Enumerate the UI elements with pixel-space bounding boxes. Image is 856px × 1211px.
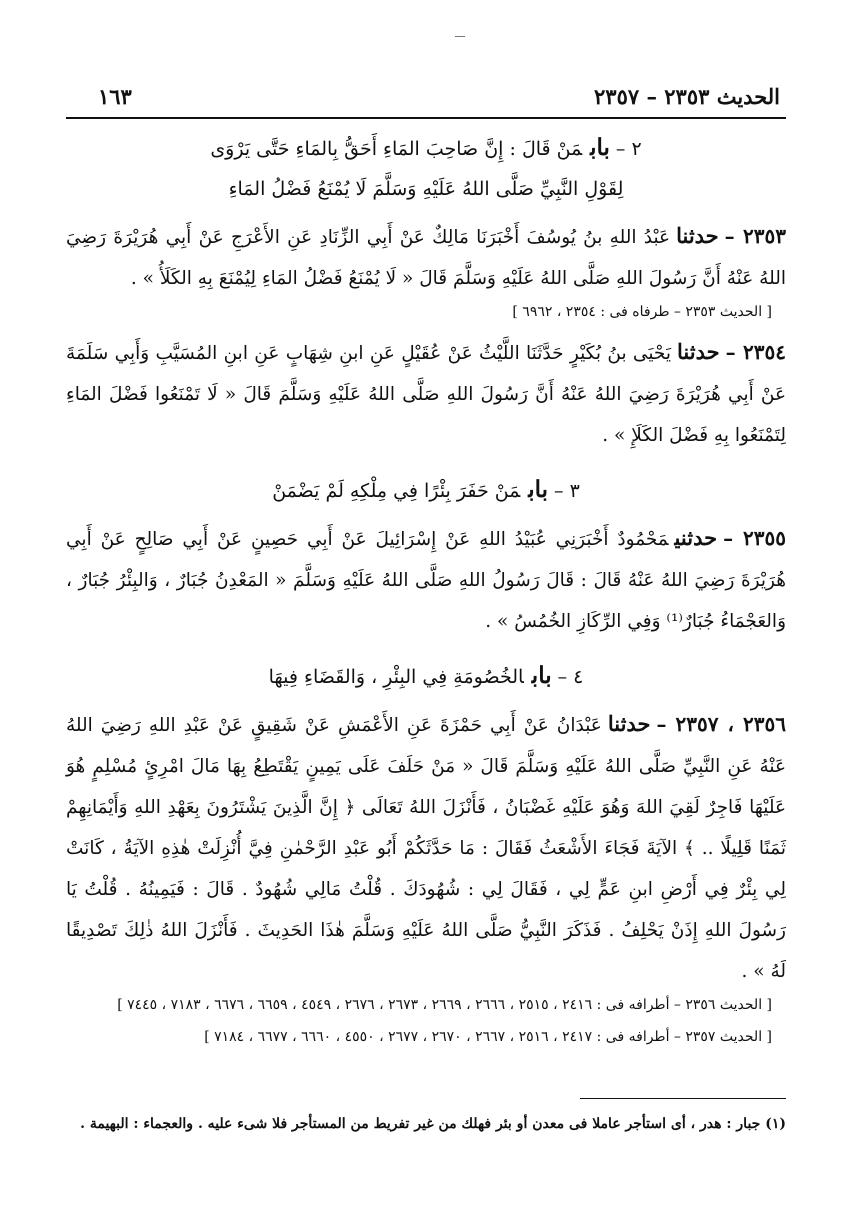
chapter-heading bbox=[66, 656, 786, 697]
hadith-reference: [ الحديث ٢٣٥٦ – أطرافه فى : ٢٤١٦ ، ٢٥١٥ ، ٢٦٦٦ ، ٢٦٦٩ ، ٢٦٧٣ ، ٢٦٧٦ ، ٤٥٤٩ ، ٦٦٥٩ ، ٦٦٧٦ ، ٧١٨٣ ، ٧٤٤٥ ] bbox=[117, 997, 772, 1013]
hadith-text: عَبْدُ اللهِ بنُ يُوسُفَ أَخْبَرَنَا مَالِكٌ عَنْ أَبِي الزِّنَادِ عَنِ الأَعْرَجِ عَنْ أَبِي هُرَيْرَةَ رَضِيَ اللهُ عَنْهُ أَنَّ رَسُولَ اللهِ صَلَّى اللهُ عَلَيْهِ وَسَلَّمَ قَالَ « لَا يُمْنَعُ فَضْلُ المَاءِ لِيُمْنَعَ بِهِ الكَلَأُ » . bbox=[66, 227, 786, 289]
chapter-number: ٣ – bbox=[554, 480, 580, 502]
chapter-heading bbox=[66, 128, 786, 169]
hadith-keyword: حدثنا bbox=[607, 711, 651, 736]
hadith-number: ٢٣٥٥ – bbox=[723, 526, 787, 550]
hadith-keyword: حدثنا bbox=[676, 223, 719, 248]
chapter-subtitle: لِقَوْلِ النَّبِيِّ صَلَّى اللهُ عَلَيْهِ وَسَلَّمَ لَا يُمْنَعُ فَضْلُ المَاءِ bbox=[228, 178, 624, 200]
hadith bbox=[66, 517, 786, 642]
running-title: الحديث ٢٣٥٣ – ٢٣٥٧ bbox=[594, 84, 780, 109]
page-header bbox=[98, 84, 780, 112]
footnote: (١) جبار : هدر ، أى استأجر عاملا فى معدن أو بئر فهلك من غير تفريط من المستأجر فلا شىء عليه . والعجماء : البهيمة . bbox=[80, 1116, 786, 1132]
footnote-rule bbox=[580, 1098, 786, 1099]
chapter-number: ٤ – bbox=[557, 666, 584, 688]
hadith-reference: [ الحديث ٢٣٥٧ – أطرافه فى : ٢٤١٧ ، ٢٥١٦ ، ٢٦٦٧ ، ٢٦٧٠ ، ٢٦٧٧ ، ٤٥٥٠ ، ٦٦٦٠ ، ٦٦٧٧ ، ٧١٨٤ ] bbox=[204, 1029, 772, 1045]
hadith bbox=[66, 331, 786, 456]
chapter-number: ٢ – bbox=[615, 138, 642, 160]
chapter-title: مَنْ حَفَرَ بِئْرًا فِي مِلْكِهِ لَمْ يَضْمَنْ bbox=[272, 480, 521, 502]
hadith-reference: [ الحديث ٢٣٥٣ – طرفاه فى : ٢٣٥٤ ، ٦٩٦٢ ] bbox=[512, 304, 772, 320]
chapter-bab: باب bbox=[528, 476, 549, 503]
chapter-heading bbox=[66, 470, 786, 511]
scan-mark bbox=[455, 36, 465, 37]
header-rule bbox=[66, 117, 786, 119]
hadith-text: مَحْمُودٌ أَخْبَرَنِي عُبَيْدُ اللهِ عَنْ إِسْرَائِيلَ عَنْ أَبِي حَصِينٍ عَنْ أَبِي صَالِحٍ عَنْ أَبِي هُرَيْرَةَ رَضِيَ اللهُ عَنْهُ قَالَ : قَالَ رَسُولُ اللهِ صَلَّى اللهُ عَلَيْهِ وَسَلَّمَ « المَعْدِنُ جُبَارٌ ، وَالبِئْرُ جُبَارٌ ، وَالعَجْمَاءُ جُبَارٌ⁽¹⁾ وَفِي الرِّكَازِ الخُمُسُ » . bbox=[66, 529, 786, 632]
chapter-bab: باب bbox=[531, 662, 552, 689]
chapter-title: الخُصُومَةِ فِي البِئْرِ ، وَالقَضَاءِ فِيهَا bbox=[268, 666, 524, 688]
hadith-number: ٢٣٥٤ – bbox=[725, 340, 786, 364]
hadith-text: يَحْيَى بنُ بُكَيْرٍ حَدَّثَنَا اللَّيْثُ عَنْ عُقَيْلٍ عَنِ ابنِ شِهَابٍ عَنِ ابنِ المُسَيَّبِ وَأَبِي سَلَمَةَ عَنْ أَبِي هُرَيْرَةَ رَضِيَ اللهُ عَنْهُ أَنَّ رَسُولَ اللهِ صَلَّى اللهُ عَلَيْهِ وَسَلَّمَ قَالَ « لَا تَمْنَعُوا فَضْلَ المَاءِ لِتَمْنَعُوا بِهِ فَضْلَ الكَلَإِ » . bbox=[66, 343, 786, 446]
hadith-number: ٢٣٥٣ – bbox=[724, 224, 786, 248]
hadith-keyword: حدثنا bbox=[677, 339, 720, 364]
hadith bbox=[66, 703, 786, 992]
hadith-number: ٢٣٥٦ ، ٢٣٥٧ – bbox=[656, 712, 786, 736]
hadith-text: عَبْدَانُ عَنْ أَبِي حَمْزَةَ عَنِ الأَعْمَشِ عَنْ شَقِيقٍ عَنْ عَبْدِ اللهِ رَضِيَ اللهُ عَنْهُ عَنِ النَّبِيِّ صَلَّى اللهُ عَلَيْهِ وَسَلَّمَ قَالَ « مَنْ حَلَفَ عَلَى يَمِينٍ يَقْتَطِعُ بِهَا مَالَ امْرِئٍ مُسْلِمٍ هُوَ عَلَيْهَا فَاجِرٌ لَقِيَ اللهَ وَهُوَ عَلَيْهِ غَضْبَانُ ، فَأَنْزَلَ اللهُ تَعَالَى ﴿ إِنَّ الَّذِينَ يَشْتَرُونَ بِعَهْدِ اللهِ وَأَيْمَانِهِمْ ثَمَنًا قَلِيلًا .. ﴾ الآيَةَ فَجَاءَ الأَشْعَثُ فَقَالَ : مَا حَدَّثَكُمْ أَبُو عَبْدِ الرَّحْمٰنِ فِيَّ أُنْزِلَتْ هٰذِهِ الآيَةُ ، كَانَتْ لِي بِئْرٌ فِي أَرْضِ ابنِ عَمٍّ لِي ، فَقَالَ لِي : شُهُودَكَ . قُلْتُ مَالِي شُهُودٌ . قَالَ : فَيَمِينُهُ . قُلْتُ يَا رَسُولَ اللهِ إِذَنْ يَحْلِفُ . فَذَكَرَ النَّبِيُّ صَلَّى اللهُ عَلَيْهِ وَسَلَّمَ هٰذَا الحَدِيثَ . فَأَنْزَلَ اللهُ ذٰلِكَ تَصْدِيقًا لَهُ » . bbox=[66, 715, 786, 982]
hadith bbox=[66, 215, 786, 299]
chapter-bab: باب bbox=[590, 134, 610, 161]
main-text bbox=[66, 128, 786, 1056]
page-number: ١٦٣ bbox=[98, 84, 132, 109]
chapter-title: مَنْ قَالَ : إِنَّ صَاحِبَ المَاءِ أَحَقُّ بِالمَاءِ حَتَّى يَرْوَى bbox=[210, 138, 583, 160]
hadith-keyword: حدثني bbox=[674, 525, 718, 550]
